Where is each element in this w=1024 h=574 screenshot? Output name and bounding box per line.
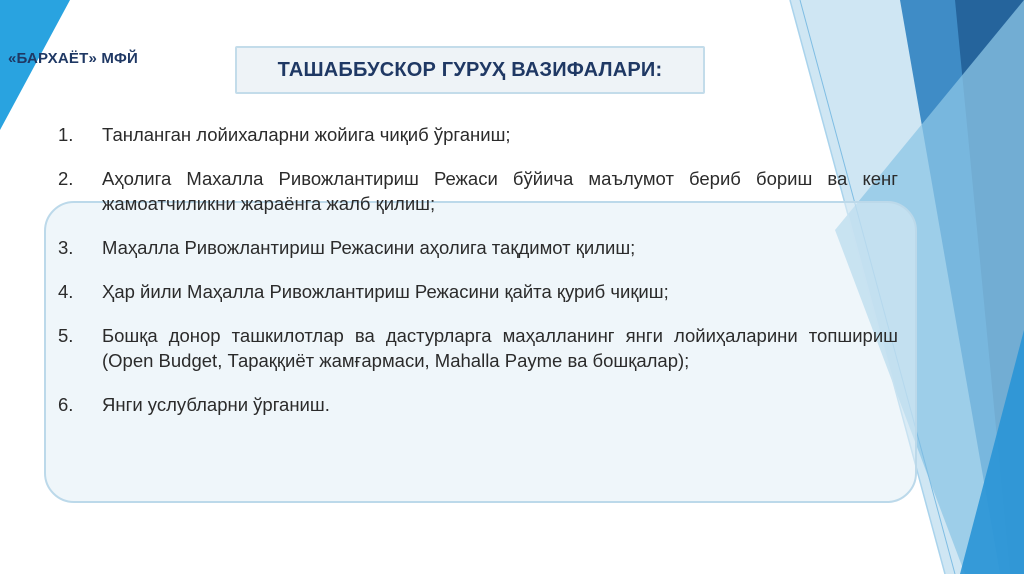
list-item bbox=[58, 166, 898, 216]
item-text: Янги услубларни ўрганиш. bbox=[102, 394, 330, 415]
list-item bbox=[58, 122, 898, 147]
task-list bbox=[58, 122, 898, 436]
item-text: Ҳар йили Маҳалла Ривожлантириш Режасини қайта қуриб чиқиш; bbox=[102, 281, 669, 302]
item-text: Аҳолига Махалла Ривожлантириш Режаси бўйича маълумот бериб бориш ва кенг жамоатчиликни жараёнга жалб қилиш; bbox=[102, 168, 898, 214]
slide-title: ТАШАББУСКОР ГУРУҲ ВАЗИФАЛАРИ: bbox=[277, 58, 663, 81]
item-number: 2. bbox=[58, 168, 74, 189]
item-text: Бошқа донор ташкилотлар ва дастурларга маҳалланинг янги лойиҳаларини топшириш (Open Budget, Тараққиёт жамғармаси, Mahalla Payme ва бошқалар); bbox=[102, 325, 898, 371]
list-item bbox=[58, 235, 898, 260]
item-number: 1. bbox=[58, 124, 74, 145]
item-number: 6. bbox=[58, 394, 74, 415]
list-item bbox=[58, 279, 898, 304]
title-box bbox=[235, 46, 705, 94]
item-number: 3. bbox=[58, 237, 74, 258]
item-text: Маҳалла Ривожлантириш Режасини аҳолига тақдимот қилиш; bbox=[102, 237, 636, 258]
list-item bbox=[58, 323, 898, 373]
item-number: 5. bbox=[58, 325, 74, 346]
list-item bbox=[58, 392, 898, 417]
item-text: Танланган лойихаларни жойига чиқиб ўрганиш; bbox=[102, 124, 511, 145]
item-number: 4. bbox=[58, 281, 74, 302]
organization-label: «БАРХАЁТ» МФЙ bbox=[8, 50, 139, 67]
